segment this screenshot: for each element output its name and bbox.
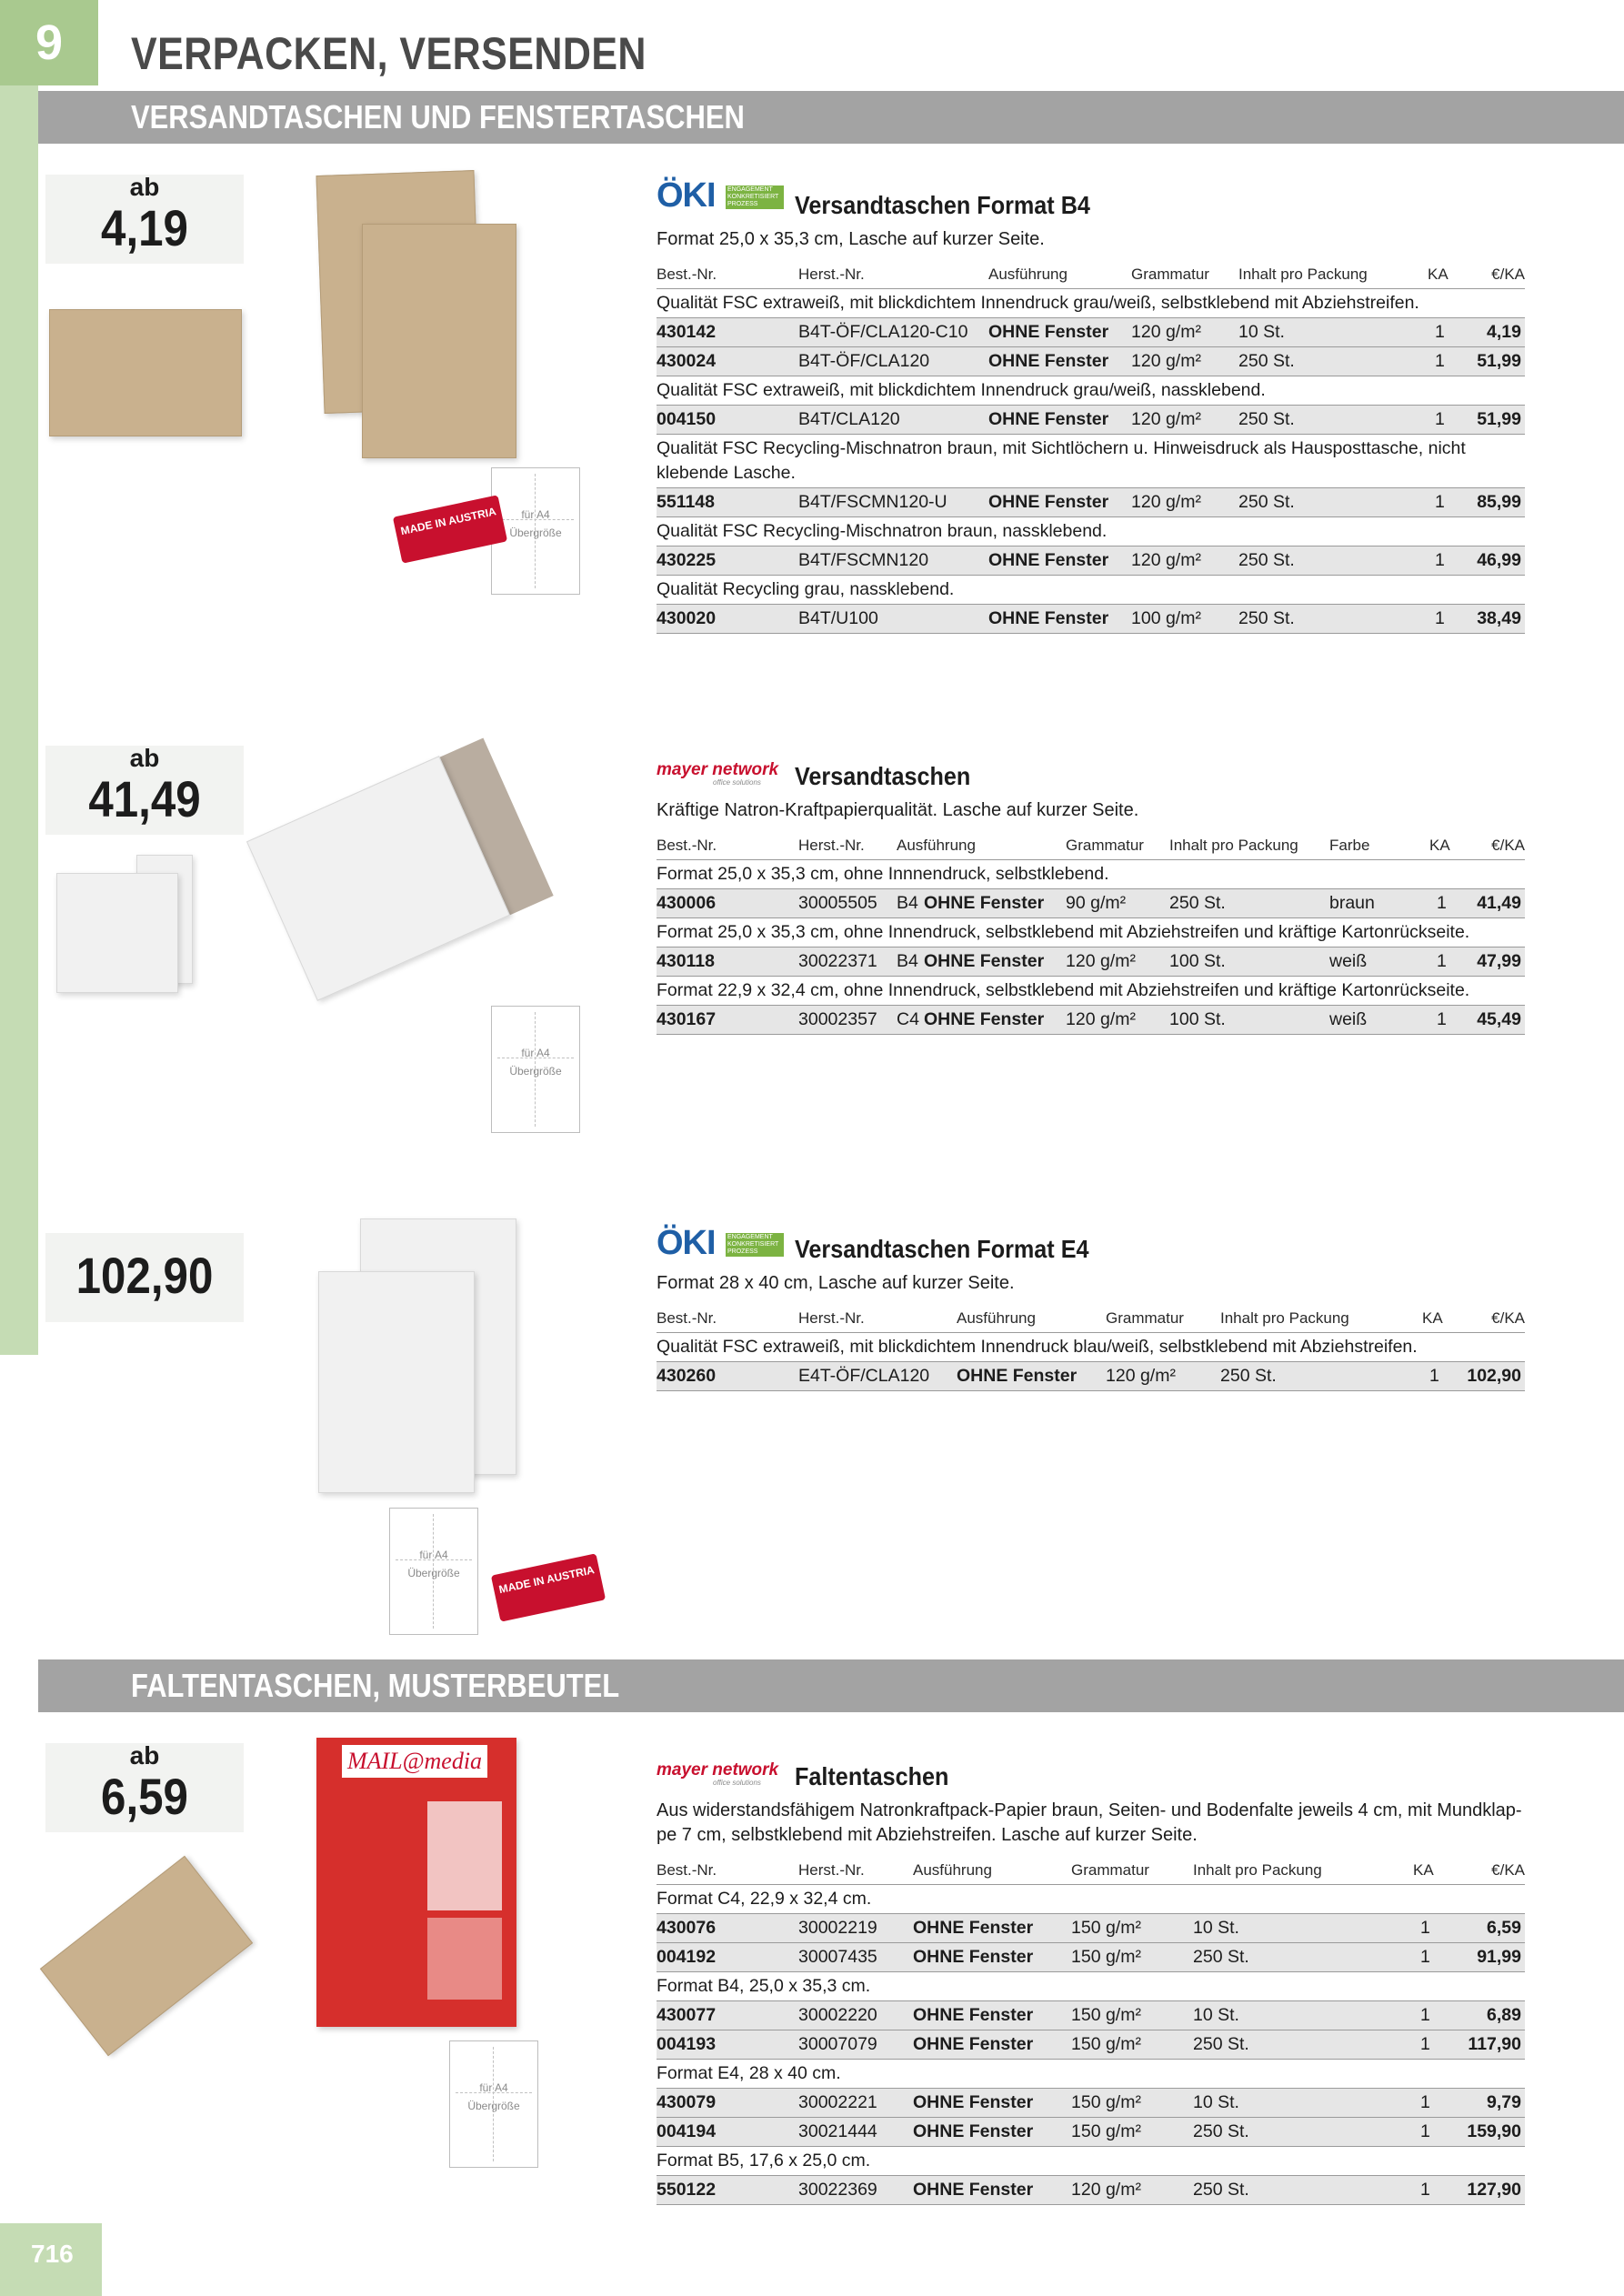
product-title: Versandtaschen Format B4	[795, 191, 1090, 219]
table-row: 550122 30022369 OHNE Fenster 120 g/m² 250 St. 1 127,90	[657, 2176, 1525, 2205]
table-info-row: Format 22,9 x 32,4 cm, ohne Innendruck, selbstklebend mit Abziehstreifen und kräftige Kartonrückseite.	[657, 977, 1525, 1006]
table-row: 430024 B4T-ÖF/CLA120 OHNE Fenster 120 g/m² 250 St. 1 51,99	[657, 347, 1525, 376]
table-row: 551148 B4T/FSCMN120-U OHNE Fenster 120 g/m² 250 St. 1 85,99	[657, 488, 1525, 517]
product-description: Kräftige Natron-Kraftpapierqualität. Lasche auf kurzer Seite.	[657, 800, 1139, 820]
price-box	[45, 175, 244, 264]
table-header: Best.-Nr. Herst.-Nr. Ausführung Grammatur Inhalt pro Packung Farbe KA €/KA	[657, 830, 1525, 860]
product-table	[657, 1303, 1525, 1391]
price-prefix: ab	[129, 744, 160, 772]
table-row: 430118 30022371 B4 OHNE Fenster 120 g/m² 100 St. weiß 1 47,99	[657, 947, 1525, 977]
table-row: 004150 B4T/CLA120 OHNE Fenster 120 g/m² 250 St. 1 51,99	[657, 406, 1525, 435]
envelope-photo	[56, 873, 178, 993]
table-row: 430260 E4T-ÖF/CLA120 OHNE Fenster 120 g/m² 250 St. 1 102,90	[657, 1362, 1525, 1391]
mayer-network-logo: mayer network office solutions	[657, 1760, 779, 1787]
table-info-row: Qualität FSC Recycling-Mischnatron braun, mit Sichtlöchern u. Hinweisdruck als Hausposttasche, nicht klebende Lasche.	[657, 435, 1525, 488]
chapter-side-bar	[0, 0, 38, 1355]
price-prefix: ab	[129, 1741, 160, 1770]
made-in-austria-badge: MADE IN AUSTRIA	[491, 1553, 606, 1621]
product-description: Format 25,0 x 35,3 cm, Lasche auf kurzer Seite.	[657, 229, 1045, 249]
main-title: VERPACKEN, VERSENDEN	[131, 28, 647, 79]
page-number: 716	[31, 2240, 74, 2268]
a4-oversize-icon: für A4 Übergröße	[491, 467, 580, 595]
table-info-row: Format 25,0 x 35,3 cm, ohne Innendruck, selbstklebend mit Abziehstreifen und kräftige Kartonrückseite.	[657, 918, 1525, 947]
table-row: 430020 B4T/U100 OHNE Fenster 100 g/m² 250 St. 1 38,49	[657, 605, 1525, 634]
price-box	[45, 1743, 244, 1832]
price-value: 4,19	[101, 199, 188, 256]
table-row: 430225 B4T/FSCMN120 OHNE Fenster 120 g/m² 250 St. 1 46,99	[657, 546, 1525, 576]
product-description: Format 28 x 40 cm, Lasche auf kurzer Seite.	[657, 1273, 1015, 1293]
price-value: 6,59	[101, 1768, 188, 1825]
table-info-row: Qualität FSC extraweiß, mit blickdichtem Innendruck grau/weiß, selbstklebend mit Abziehstreifen.	[657, 289, 1525, 318]
table-row: 430006 30005505 B4 OHNE Fenster 90 g/m² 250 St. braun 1 41,49	[657, 889, 1525, 918]
envelope-photo	[318, 1271, 475, 1493]
table-row: 430076 30002219 OHNE Fenster 150 g/m² 10 St. 1 6,59	[657, 1914, 1525, 1943]
oki-logo: ÖKI ENGAGEMENT KONKRETISIERT PROZESS	[657, 182, 786, 213]
table-info-row: Qualität FSC extraweiß, mit blickdichtem Innendruck blau/weiß, selbstklebend mit Abziehstreifen.	[657, 1333, 1525, 1362]
section-title: VERSANDTASCHEN UND FENSTERTASCHEN	[131, 98, 745, 135]
oki-logo: ÖKI ENGAGEMENT KONKRETISIERT PROZESS	[657, 1229, 786, 1260]
product-description: Aus widerstandsfähigem Natronkraftpack-Papier braun, Seiten- und Bodenfalte jeweils 4 cm, mit Mundklap-pe 7 cm, selbstklebend mit Abziehstreifen. Lasche auf kurzer Seite.	[657, 1800, 1522, 1845]
fold-envelope-photo	[40, 1856, 253, 2057]
table-row: 430142 B4T-ÖF/CLA120-C10 OHNE Fenster 120 g/m² 10 St. 1 4,19	[657, 318, 1525, 347]
table-row: 004192 30007435 OHNE Fenster 150 g/m² 250 St. 1 91,99	[657, 1943, 1525, 1972]
table-row: 004193 30007079 OHNE Fenster 150 g/m² 250 St. 1 117,90	[657, 2030, 1525, 2060]
table-row: 430167 30002357 C4 OHNE Fenster 120 g/m² 100 St. weiß 1 45,49	[657, 1006, 1525, 1035]
table-header: Best.-Nr. Herst.-Nr. Ausführung Grammatur Inhalt pro Packung KA €/KA	[657, 259, 1525, 289]
table-row: 430079 30002221 OHNE Fenster 150 g/m² 10 St. 1 9,79	[657, 2089, 1525, 2118]
table-info-row: Format B5, 17,6 x 25,0 cm.	[657, 2147, 1525, 2176]
section-band-faltentaschen	[38, 1659, 1624, 1712]
table-header: Best.-Nr. Herst.-Nr. Ausführung Grammatur Inhalt pro Packung KA €/KA	[657, 1855, 1525, 1885]
table-info-row: Qualität FSC Recycling-Mischnatron braun, nassklebend.	[657, 517, 1525, 546]
table-info-row: Format B4, 25,0 x 35,3 cm.	[657, 1972, 1525, 2001]
price-box	[45, 746, 244, 835]
product-table	[657, 830, 1525, 1035]
price-prefix: ab	[129, 173, 160, 201]
section-band-versandtaschen	[38, 91, 1624, 144]
envelope-photo	[362, 224, 516, 458]
mayer-network-logo: mayer network office solutions	[657, 760, 779, 787]
table-row: 004194 30021444 OHNE Fenster 150 g/m² 250 St. 1 159,90	[657, 2118, 1525, 2147]
table-row: 430077 30002220 OHNE Fenster 150 g/m² 10 St. 1 6,89	[657, 2001, 1525, 2030]
table-info-row: Qualität FSC extraweiß, mit blickdichtem Innendruck grau/weiß, nassklebend.	[657, 376, 1525, 406]
product-title: Versandtaschen	[795, 762, 971, 790]
a4-oversize-icon: für A4 Übergröße	[389, 1508, 478, 1635]
chapter-number: 9	[0, 0, 98, 85]
table-info-row: Qualität Recycling grau, nassklebend.	[657, 576, 1525, 605]
product-table	[657, 1855, 1525, 2205]
envelope-photo	[49, 309, 242, 436]
product-table	[657, 259, 1525, 634]
product-title: Faltentaschen	[795, 1762, 949, 1790]
price-box	[45, 1233, 244, 1322]
a4-oversize-icon: für A4 Übergröße	[491, 1006, 580, 1133]
table-header: Best.-Nr. Herst.-Nr. Ausführung Grammatur Inhalt pro Packung KA €/KA	[657, 1303, 1525, 1333]
price-value: 41,49	[88, 770, 201, 827]
section-title: FALTENTASCHEN, MUSTERBEUTEL	[131, 1667, 620, 1704]
table-info-row: Format C4, 22,9 x 32,4 cm.	[657, 1885, 1525, 1914]
product-title: Versandtaschen Format E4	[795, 1235, 1089, 1263]
mailmedia-package-photo: MAIL@media	[316, 1738, 516, 2027]
price-value: 102,90	[75, 1247, 214, 1304]
a4-oversize-icon: für A4 Übergröße	[449, 2040, 538, 2168]
table-info-row: Format 25,0 x 35,3 cm, ohne Innnendruck, selbstklebend.	[657, 860, 1525, 889]
made-in-austria-badge: MADE IN AUSTRIA	[393, 495, 507, 563]
table-info-row: Format E4, 28 x 40 cm.	[657, 2060, 1525, 2089]
